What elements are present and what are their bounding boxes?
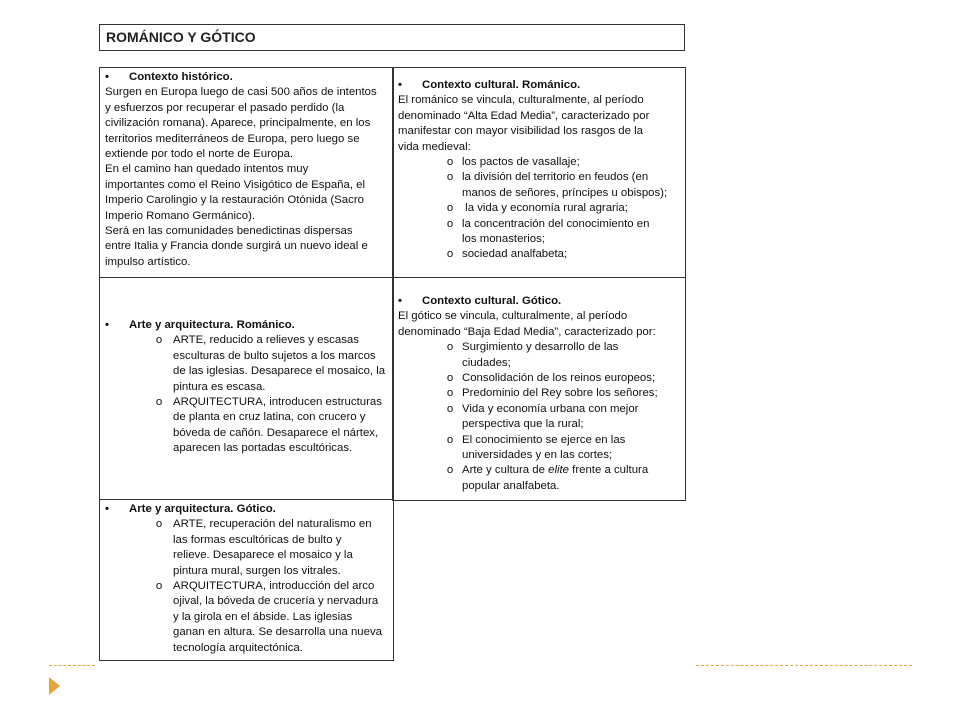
text-line: El conocimiento se ejerce en las: [462, 433, 626, 446]
document-title: ROMÁNICO Y GÓTICO: [99, 24, 685, 51]
bullet-icon: •: [105, 503, 109, 515]
list-arte-romanico: [105, 333, 389, 456]
list-item: [398, 170, 681, 201]
text-line: aparecen las portadas escultóricas.: [173, 442, 353, 455]
text-line: sociedad analfabeta;: [462, 248, 568, 261]
text-line: manos de señores, príncipes u obispos);: [462, 186, 668, 199]
heading-arte-gotico: • Arte y arquitectura. Gótico.: [105, 502, 389, 517]
text-line: ojival, la bóveda de crucería y nervadura: [173, 595, 379, 608]
text-line: impulso artístico.: [105, 255, 191, 268]
circle-bullet-icon: o: [155, 580, 163, 593]
text-line: y esfuerzos por recuperar el pasado perdido (la: [105, 101, 345, 114]
bullet-icon: •: [105, 319, 109, 331]
text-line: universidades y en las cortes;: [462, 449, 613, 462]
text-line: ARTE, recuperación del naturalismo en: [173, 518, 372, 531]
paragraph-contexto-historico: [105, 85, 389, 270]
text-line: la concentración del conocimiento en: [462, 217, 650, 230]
circle-bullet-icon: o: [446, 372, 454, 385]
paragraph-contexto-gotico: [398, 309, 681, 340]
text-line: los monasterios;: [462, 233, 545, 246]
circle-bullet-icon: o: [446, 156, 454, 169]
emphasis-elite: elite: [548, 464, 570, 477]
list-item: [105, 333, 389, 395]
text-line: Predominio del Rey sobre los señores;: [462, 387, 658, 400]
text-line: El románico se vincula, culturalmente, al período: [398, 94, 644, 107]
text-line: entre Italia y Francia donde surgirá un nuevo ideal e: [105, 240, 368, 253]
text-line: Será en las comunidades benedictinas dispersas: [105, 225, 353, 238]
circle-bullet-icon: o: [155, 396, 163, 409]
paragraph-contexto-romanico: [398, 93, 681, 155]
heading-arte-romanico: • Arte y arquitectura. Románico.: [105, 318, 389, 333]
cell-arte-gotico: [99, 499, 394, 661]
cell-contexto-gotico: [392, 277, 686, 501]
text-line: ARTE, reducido a relieves y escasas: [173, 334, 359, 347]
list-item: [398, 201, 681, 216]
text-line: En el camino han quedado intentos muy: [105, 163, 309, 176]
list-item: [398, 217, 681, 248]
cell-arte-romanico: [99, 277, 394, 500]
list-contexto-romanico: [398, 155, 681, 263]
text-line: denominado “Alta Edad Media”, caracterizado por: [398, 109, 650, 122]
text-line: las formas escultóricas de bulto y: [173, 533, 342, 546]
list-item: o Arte y cultura de elite frente a cultura popular analfabeta.: [398, 463, 681, 494]
cell-contexto-historico: [99, 67, 394, 278]
footer-divider-left: [49, 665, 95, 666]
text-line: manifestar con mayor visibilidad los rasgos de la: [398, 125, 644, 138]
text-line: civilización romana). Aparece, principalmente, en los: [105, 117, 371, 130]
text-line: importantes como el Reino Visigótico de España, el: [105, 178, 366, 191]
circle-bullet-icon: o: [446, 387, 454, 400]
list-item: [398, 386, 681, 401]
circle-bullet-icon: o: [446, 217, 454, 230]
text-line: esculturas de bulto sujetos a los marcos: [173, 349, 376, 362]
text-line: perspectiva que la rural;: [462, 418, 584, 431]
circle-bullet-icon: o: [446, 248, 454, 261]
text-line: la vida y economía rural agraria;: [462, 202, 628, 215]
text-line: ganan en altura. Se desarrolla una nueva: [173, 626, 382, 639]
text-line: pintura mural, surgen los vitrales.: [173, 564, 341, 577]
bullet-icon: •: [398, 79, 402, 91]
text-line: Surgen en Europa luego de casi 500 años de intentos: [105, 86, 377, 99]
list-item: [398, 155, 681, 170]
list-item: [398, 402, 681, 433]
circle-bullet-icon: o: [446, 433, 454, 446]
heading-contexto-historico: • Contexto histórico.: [105, 70, 389, 85]
text-line: Imperio Carolingio y la restauración Otónida (Sacro: [105, 194, 364, 207]
circle-bullet-icon: o: [446, 464, 454, 477]
text-line: Vida y economía urbana con mejor: [462, 402, 639, 415]
list-item: [398, 371, 681, 386]
circle-bullet-icon: o: [446, 402, 454, 415]
text-line: pintura es escasa.: [173, 380, 266, 393]
text-line: la división del territorio en feudos (en: [462, 171, 649, 184]
list-item: [105, 579, 389, 656]
text-line: ARQUITECTURA, introducen estructuras: [173, 396, 382, 409]
text-line: bóveda de cañón. Desaparece el nártex,: [173, 426, 379, 439]
text-line: los pactos de vasallaje;: [462, 156, 580, 169]
circle-bullet-icon: o: [446, 171, 454, 184]
circle-bullet-icon: o: [446, 202, 454, 215]
list-item: [105, 517, 389, 579]
circle-bullet-icon: o: [446, 341, 454, 354]
text-line: territorios mediterráneos de Europa, pero luego se: [105, 132, 360, 145]
text-line: Imperio Romano Germánico).: [105, 209, 256, 222]
text-line: ARQUITECTURA, introducción del arco: [173, 580, 375, 593]
list-item: [105, 395, 389, 457]
bullet-icon: •: [398, 295, 402, 307]
text-line: relieve. Desaparece el mosaico y la: [173, 549, 353, 562]
text-line: Consolidación de los reinos europeos;: [462, 372, 656, 385]
text-line: y la girola en el ábside. Las iglesias: [173, 610, 353, 623]
heading-contexto-romanico: • Contexto cultural. Románico.: [398, 78, 681, 93]
next-arrow-icon: [49, 677, 60, 695]
text-line: Surgimiento y desarrollo de las: [462, 341, 619, 354]
cell-contexto-romanico: [392, 67, 686, 278]
text-line: ciudades;: [462, 356, 511, 369]
text-line: vida medieval:: [398, 140, 471, 153]
list-contexto-gotico: [398, 340, 681, 463]
circle-bullet-icon: o: [155, 334, 163, 347]
list-item: [398, 433, 681, 464]
text-line: de planta en cruz latina, con crucero y: [173, 411, 366, 424]
heading-contexto-gotico: • Contexto cultural. Gótico.: [398, 294, 681, 309]
list-item: [398, 247, 681, 262]
bullet-icon: •: [105, 71, 109, 83]
text-line: tecnología arquitectónica.: [173, 641, 303, 654]
text-line: extiende por todo el norte de Europa.: [105, 148, 294, 161]
circle-bullet-icon: o: [155, 518, 163, 531]
footer-divider-right: [696, 665, 912, 666]
text-line: denominado “Baja Edad Media”, caracterizado por:: [398, 325, 656, 338]
text-line: de las iglesias. Desaparece el mosaico, la: [173, 365, 386, 378]
list-contexto-gotico-last: [398, 463, 681, 494]
list-arte-gotico: [105, 517, 389, 656]
list-item: [398, 340, 681, 371]
text-line: El gótico se vincula, culturalmente, al período: [398, 310, 628, 323]
